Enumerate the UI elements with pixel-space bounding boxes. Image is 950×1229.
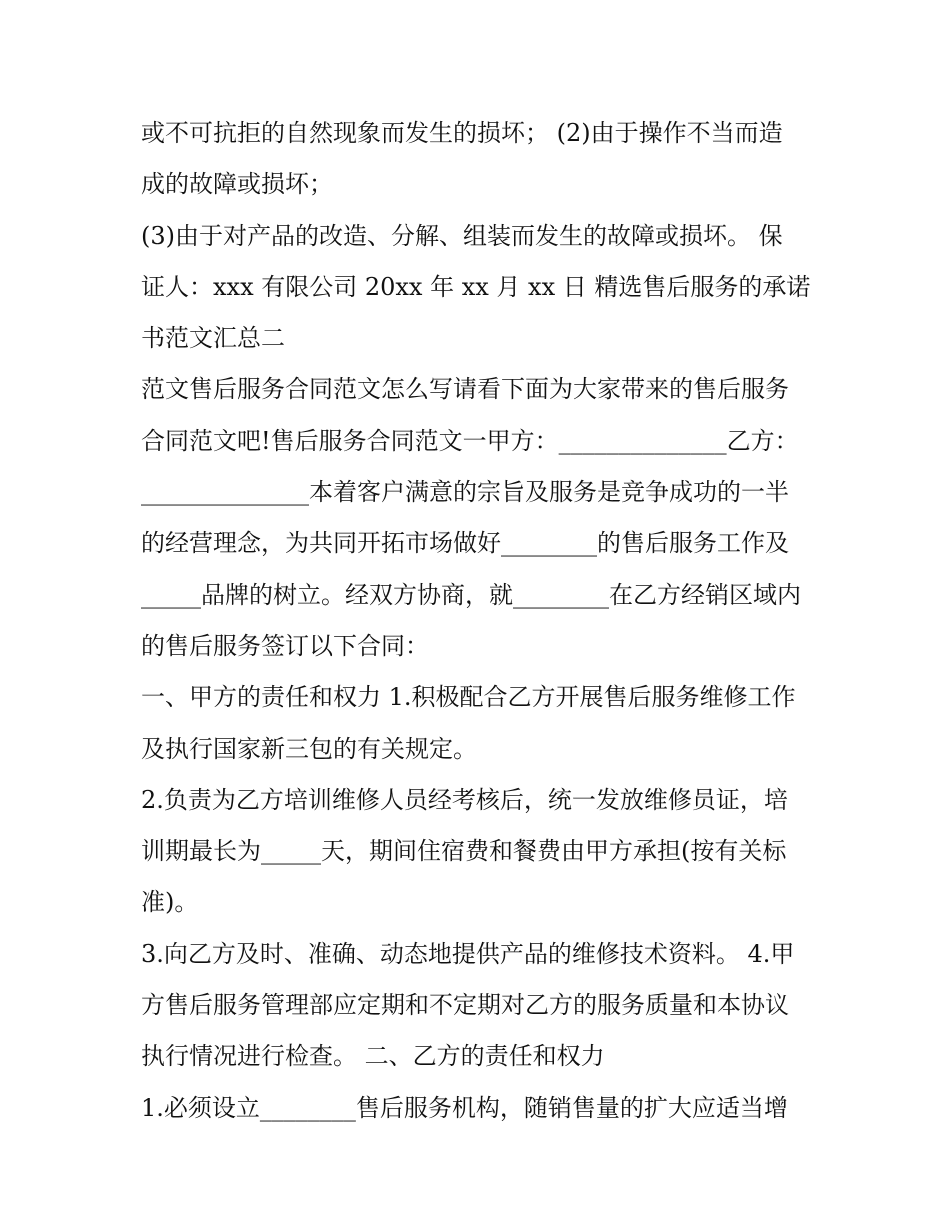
text-line: 证人：xxx 有限公司 20xx 年 xx 月 xx 日 精选售后服务的承诺 [141,272,811,301]
text-line: 执行情况进行检查。 二、乙方的责任和权力 [141,1042,605,1071]
text-line: 及执行国家新三包的有关规定。 [141,734,477,763]
text-line: ______________本着客户满意的宗旨及服务是竞争成功的一半 [141,478,789,507]
text-line: 书范文汇总二 [141,324,285,353]
text-line: 一、甲方的责任和权力 1.积极配合乙方开展售后服务维修工作 [141,683,796,712]
text-line: (3)由于对产品的改造、分解、组装而发生的故障或损坏。 保 [141,221,783,250]
text-line: 1.必须设立________售后服务机构，随销售量的扩大应适当增 [141,1093,788,1122]
text-line: 成的故障或损坏； [141,170,333,199]
text-line: 或不可抗拒的自然现象而发生的损坏； (2)由于操作不当而造 [141,119,783,147]
text-line: _____品牌的树立。经双方协商，就________在乙方经销区域内 [141,580,801,609]
text-line: 准)。 [141,888,199,917]
text-line: 3.向乙方及时、准确、动态地提供产品的维修技术资料。 4.甲 [141,939,795,968]
text-line: 训期最长为_____天，期间住宿费和餐费由甲方承担(按有关标 [141,837,787,866]
text-line: 的售后服务签订以下合同： [141,631,429,660]
text-line: 方售后服务管理部应定期和不定期对乙方的服务质量和本协议 [141,991,789,1020]
text-line: 的经营理念，为共同开拓市场做好________的售后服务工作及 [141,529,789,558]
text-line: 范文售后服务合同范文怎么写请看下面为大家带来的售后服务 [141,375,789,404]
text-line: 合同范文吧!售后服务合同范文一甲方：______________乙方： [141,426,799,455]
text-line: 2.负责为乙方培训维修人员经考核后，统一发放维修员证，培 [141,785,788,814]
document-body [141,108,821,1134]
